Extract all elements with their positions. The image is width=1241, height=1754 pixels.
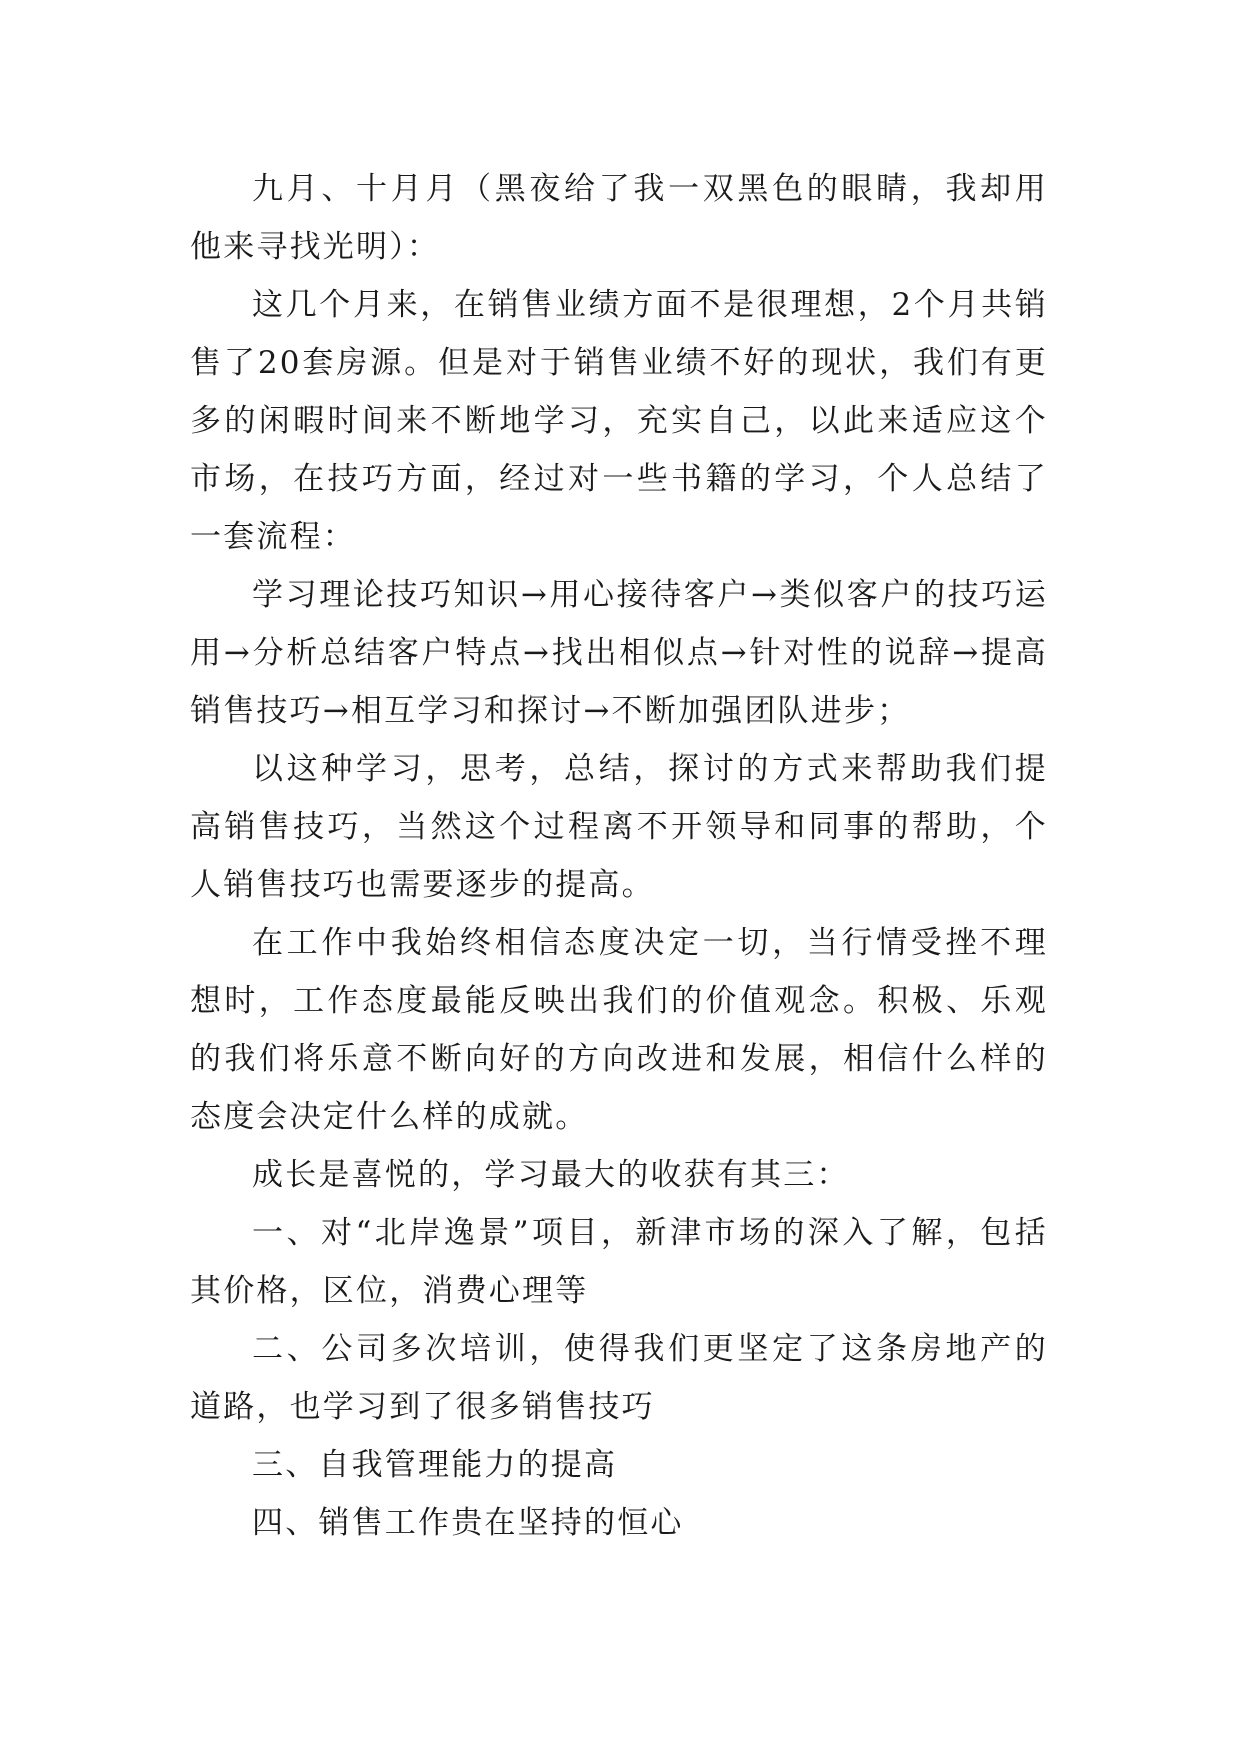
paragraph-heading-sep-oct: 九月、十月月（黑夜给了我一双黑色的眼睛，我却用他来寻找光明）： [190, 171, 1048, 265]
paragraph-learning-method: 以这种学习，思考，总结，探讨的方式来帮助我们提高销售技巧，当然这个过程离不开领导和同事的帮助，个人销售技巧也需要逐步的提高。 [190, 751, 1048, 903]
paragraph-attitude: 在工作中我始终相信态度决定一切，当行情受挫不理想时，工作态度最能反映出我们的价值观念。积极、乐观的我们将乐意不断向好的方向改进和发展，相信什么样的态度会决定什么样的成就。 [190, 925, 1048, 1135]
document-page [190, 160, 1048, 1552]
list-item-gain-4: 四、销售工作贵在坚持的恒心 [252, 1505, 684, 1541]
paragraph-sales-performance: 这几个月来，在销售业绩方面不是很理想，2个月共销售了20套房源。但是对于销售业绩不好的现状，我们有更多的闲暇时间来不断地学习，充实自己，以此来适应这个市场，在技巧方面，经过对一些书籍的学习，个人总结了一套流程： [190, 287, 1048, 555]
list-item-gain-3: 三、自我管理能力的提高 [252, 1447, 618, 1483]
paragraph-gains-intro: 成长是喜悦的，学习最大的收获有其三： [252, 1157, 850, 1193]
paragraph-process-flow: 学习理论技巧知识→用心接待客户→类似客户的技巧运用→分析总结客户特点→找出相似点→针对性的说辞→提高销售技巧→相互学习和探讨→不断加强团队进步； [190, 577, 1048, 729]
list-item-gain-2: 二、公司多次培训，使得我们更坚定了这条房地产的道路，也学习到了很多销售技巧 [190, 1331, 1048, 1425]
list-item-gain-1: 一、对“北岸逸景”项目，新津市场的深入了解，包括其价格，区位，消费心理等 [190, 1215, 1048, 1309]
